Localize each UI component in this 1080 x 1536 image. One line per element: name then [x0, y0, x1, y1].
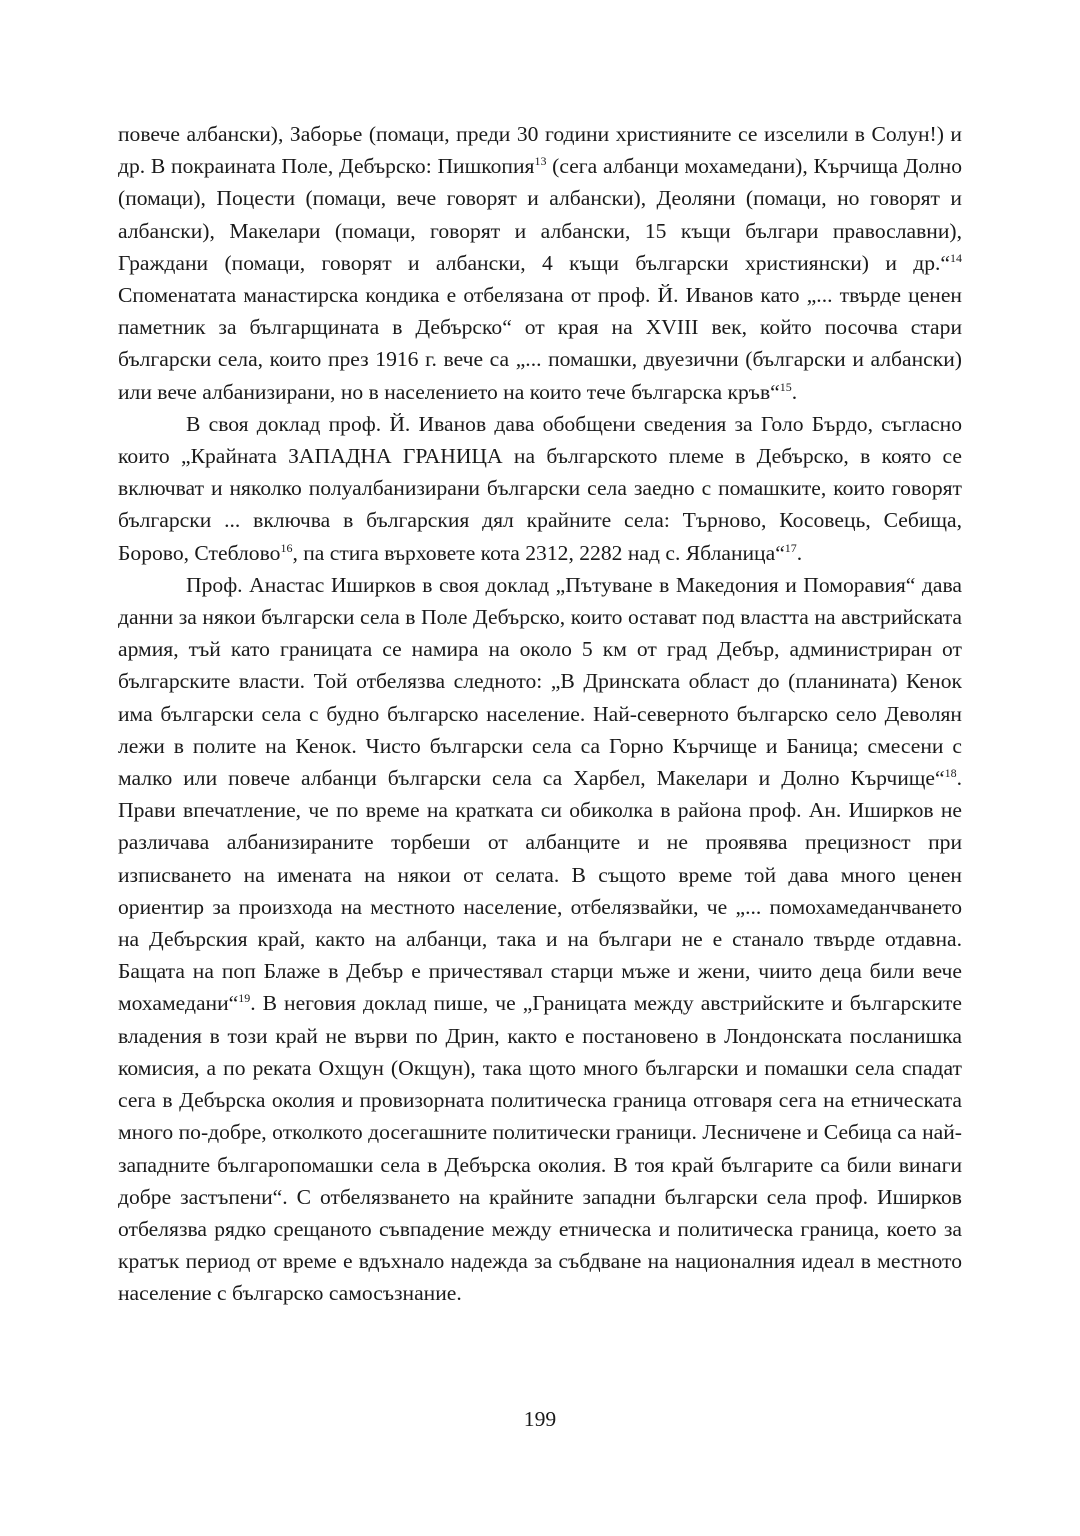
footnote-marker: 18: [944, 766, 957, 781]
text-run: повече албански), Заборье (помаци, преди 30 години християните се изселили в Солун!) и др. В покраината Поле, Дебърско: Пишкопия: [118, 122, 962, 179]
footnote-marker: 16: [280, 540, 293, 555]
page-body: [118, 118, 962, 1310]
footnote-marker: 13: [534, 154, 547, 169]
footnote-marker: 19: [238, 991, 251, 1006]
text-run: Споменатата манастирска кондика е отбелязана от проф. Й. Иванов като „... твърде ценен паметник за българщината в Дебърско“ от края на XVIII век, който посочва стари български села, които през 1916 г. вече са „... помашки, двуезични (български и албански) или вече албанизирани, но в населението на които тече българска кръв“: [118, 283, 962, 404]
text-run: . Прави впечатление, че по време на кратката си обиколка в района проф. Ан. Иширков не различава албанизираните торбеши от албанците и не проявява прецизност при изписването на имената на някои от селата. В същото време той дава много ценен ориентир за произхода на местното население, отбелязвайки, че „... помохамеданчването на Дебърския край, както на албанци, така и на българи не е станало твърде отдавна. Бащата на поп Блаже в Дебър е причестявал старци мъже и жени, чиито деца били вече мохамедани“: [118, 766, 962, 1016]
paragraph: [118, 569, 962, 1310]
text-run: Проф. Анастас Иширков в своя доклад „Пътуване в Македония и Поморавия“ дава данни за някои български села в Поле Дебърско, които остават под властта на австрийската армия, тъй като границата се намира на около 5 км от град Дебър, администриран от българските власти. Той отбелязва следното: „В Дринската област до (планината) Кенок има български села с будно българско население. Най-северното българско село Деволян лежи в полите на Кенок. Чисто български села са Горно Кърчище и Баница; смесени с малко или повече албанци български села са Харбел, Макелари и Долно Кърчище“: [118, 572, 962, 791]
text-run: , па стига върховете кота 2312, 2282 над с. Ябланица“: [292, 540, 785, 565]
text-run: .: [796, 540, 803, 565]
page-number: 199: [523, 1407, 557, 1431]
footnote-marker: 17: [784, 540, 797, 555]
paragraph: [118, 118, 962, 408]
footnote-marker: 15: [779, 379, 792, 394]
text-run: .: [791, 379, 798, 404]
text-run: . В неговия доклад пише, че „Границата между австрийските и българските владения в този край не върви по Дрин, както е постановено в Лондонската посланишка комисия, а по реката Охщун (Окщун), така щото много български и помашки села спадат сега в Дебърска околия и провизорната политическа граница отговаря сега на етническата много по-добре, отколкото досегашните политически граници. Лесничене и Себица са най-западните българопомашки села в Дебърска околия. В тоя край българите са били винаги добре застъпени“. С отбелязването на крайните западни български села проф. Иширков отбелязва рядко срещаното съвпадение между етническа и политическа граница, което за кратък период от време е вдъхнало надежда за събдване на националния идеал в местното население с българско самосъзнание.: [118, 991, 962, 1306]
paragraph: [118, 408, 962, 569]
text-run: (сега албанци мохамедани), Кърчища Долно (помаци), Поцести (помаци, вече говорят и албански), Деоляни (помаци, но говорят и албански), Макелари (помаци, говорят и албански, 15 къщи българи православни), Граждани (помаци, говорят и албански, 4 къщи български християнски) и др.“: [118, 154, 962, 275]
text-run: В своя доклад проф. Й. Иванов дава обобщени сведения за Голо Бърдо, съгласно които „Крайната ЗАПАДНА ГРАНИЦА на българското племе в Дебърско, в която се включват и няколко полуалбанизирани български села заедно с помашките, които говорят български ... включва в българския дял крайните села: Търново, Косовець, Себища, Борово, Стеблово: [118, 411, 962, 565]
footnote-marker: 14: [950, 250, 962, 265]
